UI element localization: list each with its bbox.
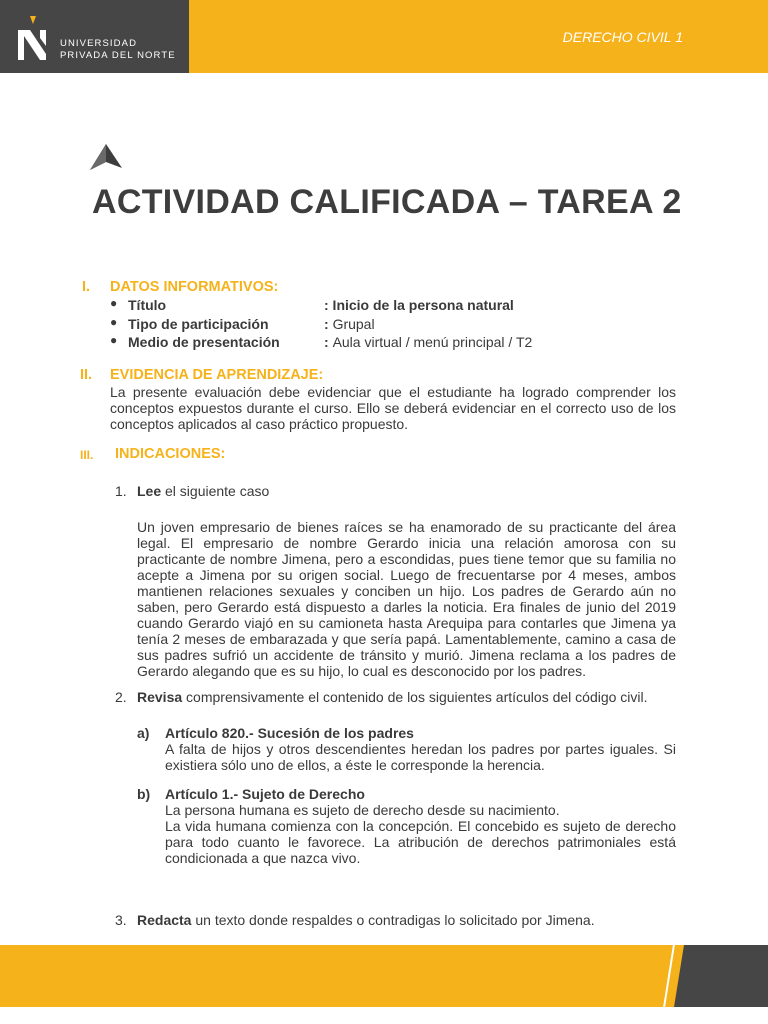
article-b-line1: La persona humana es sujeto de derecho desde su nacimiento.: [165, 802, 560, 818]
arrow-icon: [88, 142, 124, 172]
section-2-heading: EVIDENCIA DE APRENDIZAJE:: [110, 367, 324, 383]
course-name: DERECHO CIVIL 1: [562, 29, 683, 45]
university-logo: [0, 0, 189, 73]
bullet-icon: ●: [110, 333, 118, 347]
article-b-letter: b): [137, 786, 151, 802]
section-3-heading: INDICACIONES:: [115, 446, 226, 462]
bullet-icon: ●: [110, 315, 118, 329]
page-title: ACTIVIDAD CALIFICADA – TAREA 2: [92, 183, 682, 221]
logo-n-icon: [16, 16, 50, 62]
footer-band: [0, 945, 768, 1007]
footer-dark-block: [674, 945, 768, 1007]
article-a-title: Artículo 820.- Sucesión de los padres: [165, 725, 414, 741]
logo-line1: UNIVERSIDAD: [60, 38, 138, 49]
section-3-number: III.: [80, 448, 94, 462]
bullet-icon: ●: [110, 296, 118, 310]
article-a-letter: a): [137, 725, 150, 741]
article-b-title: Artículo 1.- Sujeto de Derecho: [165, 786, 365, 802]
section-2-number: II.: [80, 367, 93, 383]
section-1-heading: DATOS INFORMATIVOS:: [110, 279, 279, 295]
case-paragraph: Un joven empresario de bienes raíces se ha enamorado de su practicante del área legal. El empresario de nombre Gerardo inicia una relación amorosa con su practicante de nombre Jimena, pero a escondidas, pues tiene temor que su familia no acepte a Jimena por su origen social. Luego de frecuentarse por 4 meses, ambos mantienen relaciones sexuales y conciben un hijo. Los padres de Gerardo aún no saben, pero Gerardo está dispuesto a darles la noticia. Era finales de junio del 2019 cuando Gerardo viajó en su camioneta hasta Arequipa para contarles que Jimena ya tenía 2 meses de embarazada y que sería papá. Lamentablemente, camino a casa de sus padres sufrió un accidente de tránsito y murió. Jimena reclama a los padres de Gerardo alegando que es su hijo, lo cual es desconocido por los padres.: [137, 519, 676, 679]
article-b-text: La vida humana comienza con la concepción. El concebido es sujeto de derecho para todo cuanto le favorece. La atribución de derechos patrimoniales está condicionada a que nazca vivo.: [165, 818, 676, 866]
evidence-paragraph: La presente evaluación debe evidenciar que el estudiante ha logrado comprender los conceptos expuestos durante el curso. Ello se deberá evidenciar en el correcto uso de los conceptos aplicados al caso práctico propuesto.: [110, 384, 676, 432]
article-a-text: A falta de hijos y otros descendientes heredan los padres por partes iguales. Si existiera sólo uno de ellos, a éste le corresponde la herencia.: [165, 741, 676, 773]
section-1-number: I.: [82, 279, 91, 295]
logo-line2: PRIVADA DEL NORTE: [60, 50, 176, 61]
